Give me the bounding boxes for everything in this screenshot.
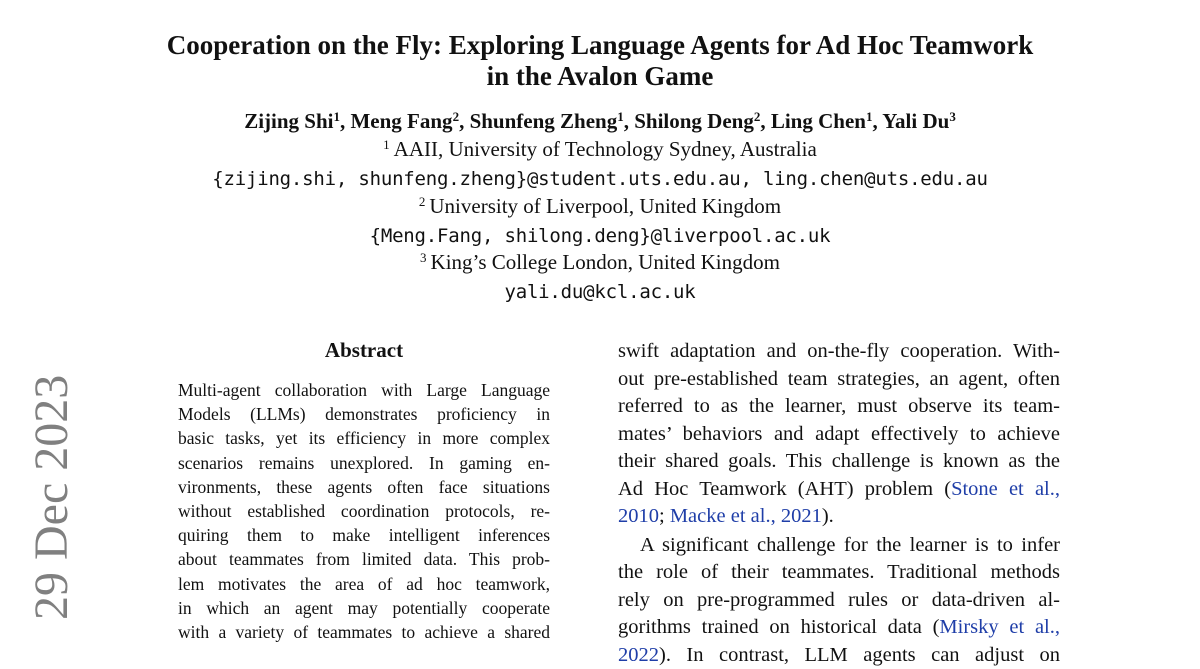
body-line (618, 476, 1060, 504)
author-affiliation-mark: 3 (949, 109, 956, 124)
affiliation-number: 3 (420, 250, 427, 265)
body-line: A significant challenge for the learner is to infer (618, 532, 1060, 560)
affiliation-name: University of Liverpool, United Kingdom (429, 194, 781, 218)
affiliation-number: 2 (419, 194, 426, 209)
body-text: ; (659, 505, 670, 527)
affiliation-3 (0, 249, 1200, 276)
affiliation-2-emails: {Meng.Fang, shilong.deng}@liverpool.ac.uk (0, 223, 1200, 250)
author-name: Meng Fang (350, 109, 452, 133)
body-line: swift adaptation and on-the-fly cooperation. With- (618, 338, 1060, 366)
author-affiliation-mark: 1 (866, 109, 873, 124)
arxiv-date-stamp: 29 Dec 2023 (28, 375, 76, 620)
abstract-line: Multi-agent collaboration with Large Language (178, 378, 550, 402)
abstract-line: vironments, these agents often face situations (178, 475, 550, 499)
author-affiliation-mark: 2 (754, 109, 761, 124)
citation-link[interactable]: Stone et al., (951, 478, 1060, 500)
abstract-line: without established coordination protocols, re- (178, 499, 550, 523)
abstract-line: scenarios remains unexplored. In gaming en- (178, 451, 550, 475)
body-line: out pre-established team strategies, an agent, often (618, 366, 1060, 394)
author-affiliation-mark: 2 (453, 109, 460, 124)
paper-title-line-2: in the Avalon Game (0, 61, 1200, 92)
body-line: their shared goals. This challenge is known as the (618, 448, 1060, 476)
citation-link[interactable]: 2022 (618, 644, 659, 666)
author-name: Zijing Shi (244, 109, 333, 133)
author-name: Shilong Deng (634, 109, 754, 133)
affiliation-1-emails: {zijing.shi, shunfeng.zheng}@student.uts.edu.au, ling.chen@uts.edu.au (0, 166, 1200, 193)
author-list: Zijing Shi$^1$, Meng Fang$^2$, Shunfeng Zheng$^1$, Shilong Deng$^2$, Ling Chen$^1$, Yali Du$^3$ (0, 108, 1200, 135)
body-text: ). In contrast, LLM agents can adjust on (659, 644, 1060, 666)
body-line: the role of their teammates. Traditional methods (618, 559, 1060, 587)
author-affiliation-mark: 1 (617, 109, 624, 124)
author-name: Yali Du (882, 109, 949, 133)
body-line: referred to as the learner, must observe its team- (618, 393, 1060, 421)
body-text: ). (822, 505, 834, 527)
paper-title (0, 30, 1200, 92)
abstract-body (178, 378, 550, 644)
abstract-line: quiring them to make intelligent inferences (178, 523, 550, 547)
affiliation-name: AAII, University of Technology Sydney, Australia (394, 137, 817, 161)
citation-link[interactable]: Macke et al., 2021 (670, 505, 822, 527)
affiliation-name: King’s College London, United Kingdom (431, 250, 780, 274)
intro-body (618, 338, 1060, 669)
body-line (618, 503, 1060, 531)
abstract-line: about teammates from limited data. This prob- (178, 547, 550, 571)
body-line: mates’ behaviors and adapt effectively to achieve (618, 421, 1060, 449)
body-line: rely on pre-programmed rules or data-driven al- (618, 587, 1060, 615)
abstract-line: Models (LLMs) demonstrates proficiency in (178, 402, 550, 426)
author-name: Ling Chen (771, 109, 866, 133)
body-text: Ad Hoc Teamwork (AHT) problem ( (618, 478, 951, 500)
citation-link[interactable]: Mirsky et al., (939, 616, 1060, 638)
affiliation-number: 1 (383, 137, 390, 152)
paper-title-line-1: Cooperation on the Fly: Exploring Language Agents for Ad Hoc Teamwork (0, 30, 1200, 61)
abstract-line: basic tasks, yet its efficiency in more complex (178, 426, 550, 450)
abstract-line: lem motivates the area of ad hoc teamwork, (178, 572, 550, 596)
affiliation-1 (0, 136, 1200, 163)
body-line (618, 614, 1060, 642)
affiliation-2 (0, 193, 1200, 220)
abstract-heading: Abstract (178, 337, 550, 363)
abstract-line: with a variety of teammates to achieve a shared (178, 620, 550, 644)
body-line (618, 642, 1060, 669)
author-name: Shunfeng Zheng (470, 109, 618, 133)
abstract-line: in which an agent may potentially cooperate (178, 596, 550, 620)
author-affiliation-mark: 1 (333, 109, 340, 124)
citation-link[interactable]: 2010 (618, 505, 659, 527)
body-text: gorithms trained on historical data ( (618, 616, 939, 638)
affiliation-3-emails: yali.du@kcl.ac.uk (0, 279, 1200, 306)
